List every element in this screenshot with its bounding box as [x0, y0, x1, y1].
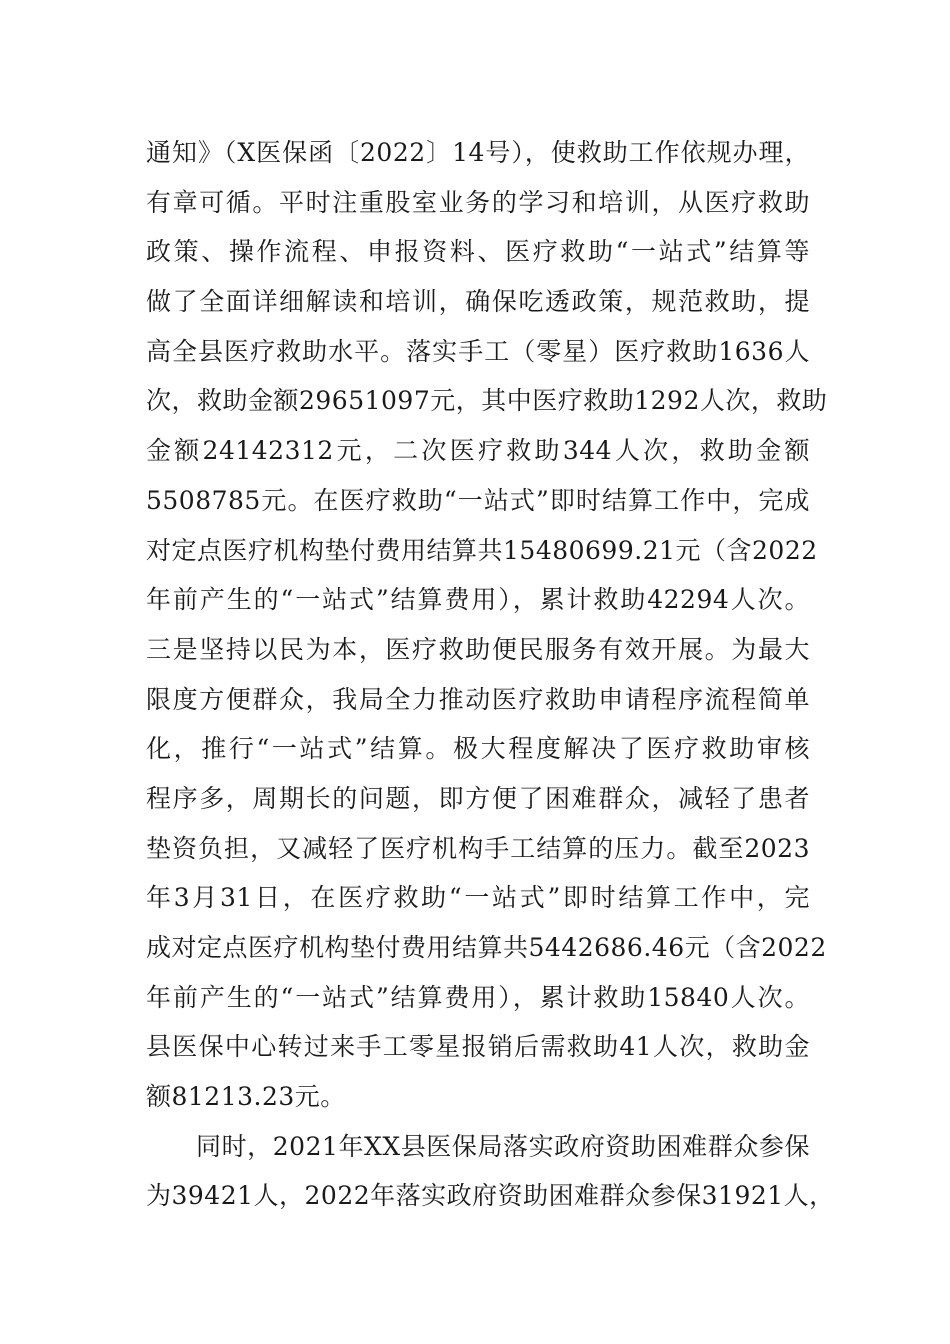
text-line: 县医保中心转过来手工零星报销后需救助41人次，救助金	[146, 1032, 810, 1062]
text-line: 金额24142312元，二次医疗救助344人次，救助金额	[146, 436, 810, 466]
body-text	[146, 128, 835, 1221]
text-line: 有章可循。平时注重股室业务的学习和培训，从医疗救助	[146, 187, 810, 217]
text-line: 年前产生的“一站式”结算费用），累计救助42294人次。	[146, 585, 810, 615]
text-line: 年3月31日，在医疗救助“一站式”即时结算工作中，完	[146, 883, 810, 913]
text-line: 额81213.23元。	[146, 1082, 346, 1112]
text-line: 通知》（X医保函〔2022〕14号），使救助工作依规办理，	[146, 138, 810, 167]
text-line: 化，推行“一站式”结算。极大程度解决了医疗救助审核	[146, 734, 810, 764]
text-line: 对定点医疗机构垫付费用结算共15480699.21元（含2022	[146, 535, 818, 565]
paragraph-first-line: 同时，2021年XX县医保局落实政府资助困难群众参保	[196, 1131, 810, 1161]
text-line: 年前产生的“一站式”结算费用），累计救助15840人次。	[146, 982, 810, 1012]
text-line: 做了全面详细解读和培训，确保吃透政策，规范救助，提	[146, 287, 810, 317]
text-line: 程序多，周期长的问题，即方便了困难群众，减轻了患者	[146, 783, 810, 813]
text-line: 5508785元。在医疗救助“一站式”即时结算工作中，完成	[146, 485, 810, 515]
text-line: 次，救助金额29651097元，其中医疗救助1292人次，救助	[146, 386, 828, 416]
text-line: 成对定点医疗机构垫付费用结算共5442686.46元（含2022	[146, 933, 827, 962]
text-line: 为39421人，2022年落实政府资助困难群众参保31921人，	[146, 1181, 835, 1211]
text-line: 垫资负担，又减轻了医疗机构手工结算的压力。截至2023	[146, 833, 810, 863]
text-line: 限度方便群众，我局全力推动医疗救助申请程序流程简单	[146, 684, 810, 714]
text-line: 三是坚持以民为本，医疗救助便民服务有效开展。为最大	[146, 634, 810, 664]
text-line: 政策、操作流程、申报资料、医疗救助“一站式”结算等	[146, 237, 810, 267]
text-line: 高全县医疗救助水平。落实手工（零星）医疗救助1636人	[146, 336, 810, 366]
